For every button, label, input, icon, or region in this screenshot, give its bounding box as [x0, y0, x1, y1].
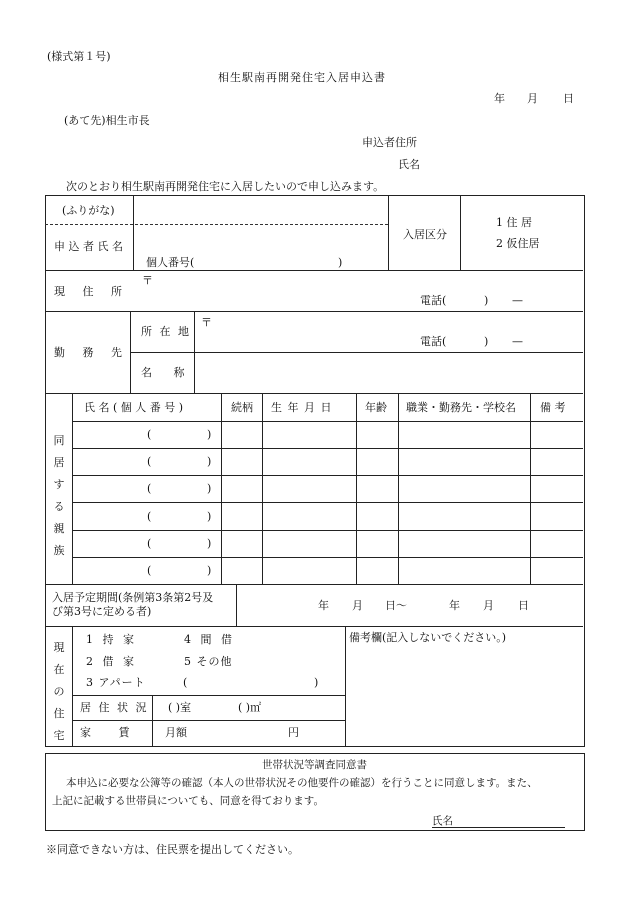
- page-title: 相生駅南再開発住宅入居申込書: [218, 71, 386, 84]
- address-phone-label: 電話(: [420, 294, 447, 307]
- current-address-input[interactable]: [160, 274, 575, 290]
- relative-row-1-close: ): [207, 428, 212, 441]
- relatives-header-relation: 続柄: [231, 401, 253, 414]
- workplace-postal-mark: 〒: [201, 316, 212, 329]
- housing-other-open: (: [183, 676, 188, 689]
- address-postal-mark: 〒: [142, 274, 153, 287]
- living-status-label: 居 住 状 況: [80, 701, 149, 714]
- date-month-label: 月: [527, 92, 538, 105]
- period-to-year: 年: [449, 599, 460, 612]
- consent-body-line2: 上記に記載する世帯員についても、同意を得ております。: [52, 795, 324, 807]
- consent-body-line1: 本申込に必要な公簿等の確認（本人の世帯状況その他要件の確認）を行うことに同意します。また、: [66, 777, 538, 789]
- relative-row-4-close: ): [207, 510, 212, 523]
- period-label-line1: 入居予定期間(条例第3条第2号及: [52, 591, 214, 604]
- my-number-input[interactable]: [200, 253, 335, 269]
- relative-row-1-open: (: [147, 428, 152, 441]
- area-field[interactable]: ( )㎡: [238, 701, 262, 714]
- housing-other-close: ): [314, 676, 319, 689]
- housing-option-other[interactable]: 5 その他: [184, 655, 233, 668]
- rent-label: 家 賃: [80, 726, 142, 739]
- addressee: (あて先)相生市長: [64, 114, 150, 127]
- workplace-location-label: 所 在 地: [141, 325, 191, 338]
- relative-row-5-open: (: [147, 537, 152, 550]
- period-input-area[interactable]: [240, 588, 580, 624]
- applicant-name-label: 申 込 者 氏 名: [54, 240, 123, 253]
- workplace-name-input[interactable]: [198, 357, 578, 389]
- consent-title: 世帯状況等調査同意書: [262, 759, 367, 771]
- workplace-label: 勤 務 先: [54, 346, 129, 359]
- workplace-phone-dash: —: [512, 335, 523, 348]
- form-number: (様式第１号): [47, 50, 111, 63]
- period-from-month: 月: [352, 599, 363, 612]
- workplace-location-input[interactable]: [218, 316, 575, 332]
- consent-name-label: 氏名: [432, 815, 453, 827]
- relative-row-2-open: (: [147, 455, 152, 468]
- relatives-header-age: 年齢: [365, 401, 387, 414]
- housing-option-own[interactable]: 1 持 家: [86, 633, 137, 646]
- current-housing-label: 現在の住宅: [53, 641, 65, 742]
- housing-option-apartment[interactable]: 3 アパート: [86, 676, 146, 689]
- relatives-entry-area[interactable]: [74, 422, 582, 582]
- period-label-line2: び第3号に定める者): [52, 605, 152, 618]
- date-day-label: 日: [563, 92, 574, 105]
- period-from-day: 日～: [385, 599, 407, 612]
- residence-type-option-2[interactable]: 2 仮住居: [496, 237, 540, 250]
- address-phone-dash: —: [512, 294, 523, 307]
- current-address-label: 現 住 所: [54, 285, 129, 298]
- relatives-header-remarks: 備 考: [540, 401, 566, 414]
- relatives-header-name: 氏 名 ( 個 人 番 号 ): [84, 401, 184, 414]
- rooms-field[interactable]: ( )室: [168, 701, 192, 714]
- period-to-day: 日: [518, 599, 529, 612]
- consent-name-input[interactable]: [458, 811, 563, 826]
- workplace-name-label: 名 称: [141, 366, 194, 379]
- relative-row-3-open: (: [147, 482, 152, 495]
- workplace-phone-label: 電話(: [420, 335, 447, 348]
- applicant-name-label: 氏名: [398, 158, 420, 171]
- address-phone-input[interactable]: [452, 292, 480, 306]
- rent-amount-input[interactable]: [192, 723, 284, 739]
- period-from-year: 年: [318, 599, 329, 612]
- furigana-input[interactable]: [137, 198, 385, 222]
- housing-option-rental[interactable]: 2 借 家: [86, 655, 137, 668]
- rent-monthly-label: 月額: [165, 726, 187, 739]
- housing-other-input[interactable]: [192, 674, 312, 690]
- relatives-header-birthdate: 生 年 月 日: [271, 401, 333, 414]
- address-phone-close: ): [484, 294, 489, 307]
- rent-yen-label: 円: [288, 726, 299, 739]
- my-number-label: 個人番号(: [146, 256, 195, 269]
- relative-row-6-close: ): [207, 564, 212, 577]
- consent-signature-line: [432, 827, 565, 828]
- footnote: ※同意できない方は、住民票を提出してください。: [46, 843, 299, 856]
- my-number-close: ): [338, 256, 343, 269]
- period-to-month: 月: [483, 599, 494, 612]
- office-remarks-label: 備考欄(記入しないでください。): [349, 631, 507, 644]
- date-year-label: 年: [494, 92, 505, 105]
- relative-row-4-open: (: [147, 510, 152, 523]
- intro-text: 次のとおり相生駅南再開発住宅に入居したいので申し込みます。: [66, 180, 385, 193]
- relative-row-5-close: ): [207, 537, 212, 550]
- relatives-header-occupation: 職業・勤務先・学校名: [406, 401, 516, 414]
- relative-row-3-close: ): [207, 482, 212, 495]
- residence-type-label: 入居区分: [403, 228, 447, 241]
- relative-row-6-open: (: [147, 564, 152, 577]
- housing-option-lodging[interactable]: 4 間 借: [184, 633, 235, 646]
- relative-row-2-close: ): [207, 455, 212, 468]
- applicant-name-input[interactable]: [137, 227, 385, 249]
- workplace-phone-close: ): [484, 335, 489, 348]
- relatives-section-label: 同居する親族: [53, 434, 65, 557]
- residence-type-option-1[interactable]: 1 住 居: [496, 216, 532, 229]
- furigana-label: (ふりがな): [62, 204, 115, 217]
- applicant-address-label: 申込者住所: [362, 136, 417, 149]
- workplace-phone-input[interactable]: [452, 333, 480, 347]
